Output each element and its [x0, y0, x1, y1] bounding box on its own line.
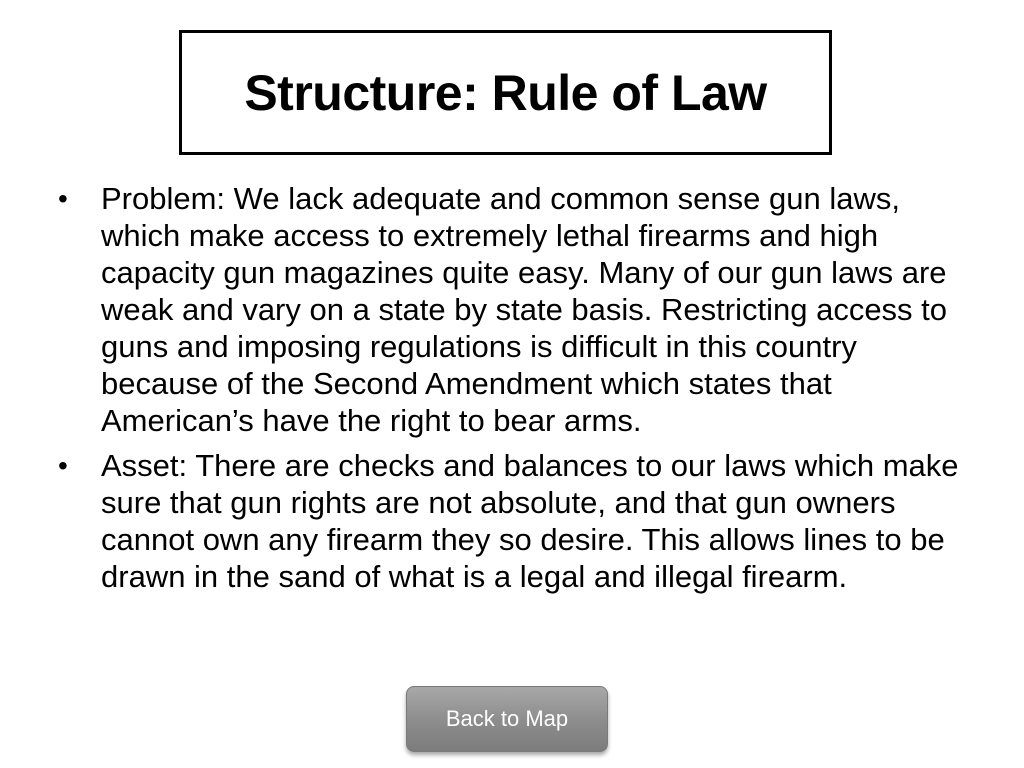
slide-title: Structure: Rule of Law [244, 64, 767, 121]
title-box [179, 30, 832, 155]
back-to-map-label: Back to Map [445, 706, 569, 731]
bullet-dot-icon: • [58, 450, 68, 481]
bullet-item-asset [56, 447, 971, 595]
bullet-text-problem: Problem: We lack adequate and common sense gun laws, which make access to extremely lethal firearms and high capacity gun magazines quite easy. Many of our gun laws are weak and vary on a state by state basis. Restricting access to guns and imposing regulations is difficult in this country because of the Second Amendment which states that American’s have the right to bear arms. [101, 181, 948, 438]
bullet-dot-icon: • [58, 183, 68, 214]
bullet-text-asset: Asset: There are checks and balances to our laws which make sure that gun rights are not absolute, and that gun owners cannot own any firearm they so desire. This allows lines to be drawn in the sand of what is a legal and illegal firearm. [101, 448, 959, 594]
bullet-list [56, 180, 971, 603]
bullet-item-problem [56, 180, 971, 439]
back-to-map-button[interactable] [406, 686, 608, 752]
